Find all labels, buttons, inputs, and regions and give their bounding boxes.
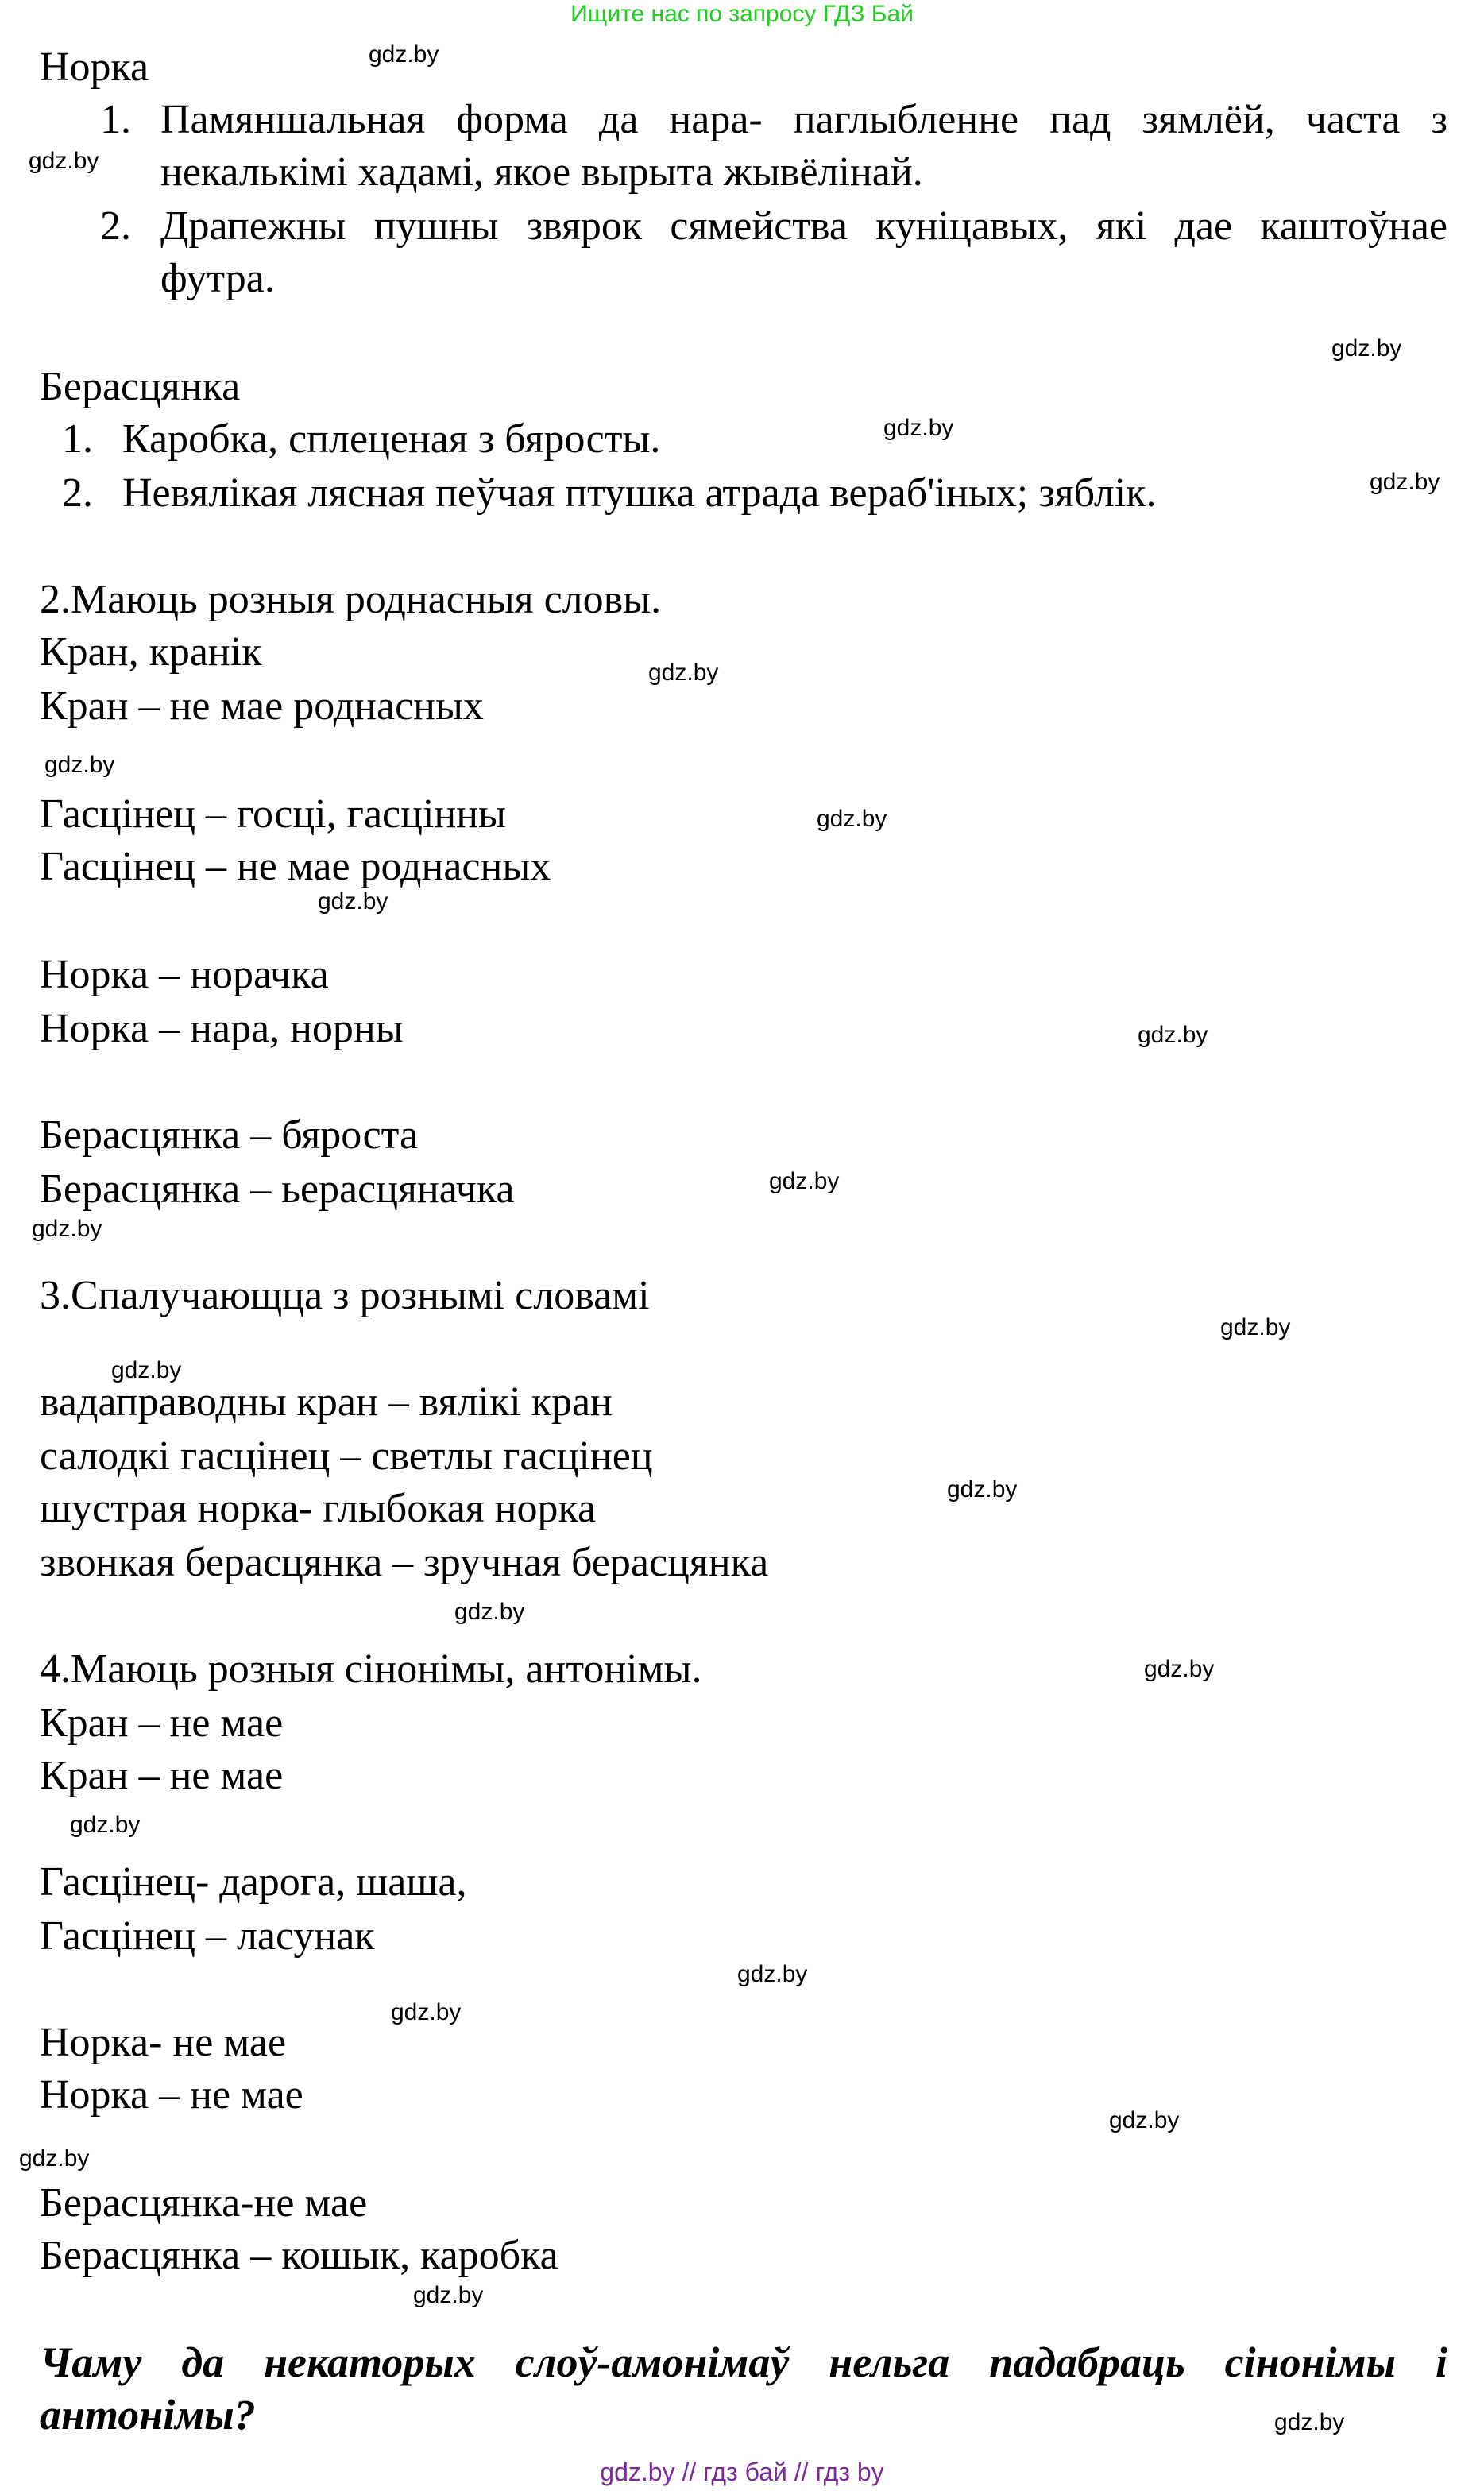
- section3-line: салодкі гасцінец – светлы гасцінец: [40, 1433, 653, 1479]
- section4-heading: 4.Маюць розныя сінонімы, антонімы.: [40, 1646, 702, 1692]
- berasianka-definition-2: [62, 467, 1447, 520]
- norka-title: Норка: [40, 44, 149, 90]
- section4-line: Норка – не мае: [40, 2072, 303, 2118]
- watermark: gdz.by: [737, 1961, 808, 1987]
- section2-line: Кран, кранік: [40, 629, 262, 675]
- watermark: gdz.by: [1220, 1314, 1291, 1340]
- watermark: gdz.by: [1274, 2409, 1345, 2435]
- section4-line: Гасцінец- дарога, шаша,: [40, 1859, 467, 1905]
- watermark: gdz.by: [369, 41, 439, 68]
- section2-line: Берасцянка – ьерасцяначка: [40, 1166, 515, 1212]
- watermark: gdz.by: [454, 1599, 525, 1625]
- list-number: 1.: [62, 416, 93, 462]
- watermark: gdz.by: [1138, 1022, 1208, 1048]
- list-number: 1.: [100, 97, 131, 142]
- list-text: Памяншальная форма да нара- паглыбленне пад зямлёй, часта з некалькімі хадамі, якое вырыта жывёлінай.: [160, 97, 1447, 195]
- section2-line: Гасцінец – госці, гасцінны: [40, 791, 506, 837]
- watermark: gdz.by: [769, 1168, 840, 1194]
- berasianka-title: Берасцянка: [40, 364, 241, 409]
- watermark: gdz.by: [1109, 2107, 1180, 2133]
- watermark: gdz.by: [1331, 335, 1402, 362]
- section3-line: шустрая норка- глыбокая норка: [40, 1486, 597, 1531]
- watermark: gdz.by: [391, 1999, 462, 2025]
- watermark: gdz.by: [648, 659, 719, 686]
- section2-heading: 2.Маюць розныя роднасныя словы.: [40, 577, 662, 622]
- watermark: gdz.by: [318, 888, 388, 915]
- watermark: gdz.by: [19, 2145, 90, 2172]
- norka-definition-2: [100, 200, 1447, 305]
- section2-line: Норка – нара, норны: [40, 1006, 404, 1051]
- list-text: Невялікая лясная пеўчая птушка атрада вераб'іных; зяблік.: [122, 470, 1157, 516]
- watermark: gdz.by: [32, 1216, 102, 1242]
- section2-line: Кран – не мае роднасных: [40, 683, 484, 729]
- section4-line: Норка- не мае: [40, 2020, 287, 2065]
- watermark: gdz.by: [947, 1476, 1018, 1503]
- footer-links[interactable]: gdz.by // гдз бай // гдз by: [600, 2458, 884, 2486]
- section2-line: Норка – норачка: [40, 952, 329, 997]
- watermark: gdz.by: [883, 415, 954, 441]
- watermark: gdz.by: [70, 1812, 141, 1838]
- section4-line: Кран – не мае: [40, 1700, 284, 1746]
- watermark: gdz.by: [1144, 1656, 1215, 1682]
- watermark: gdz.by: [44, 752, 115, 778]
- list-text: Каробка, сплеценая з бяросты.: [122, 416, 661, 462]
- section4-line: Гасцінец – ласунак: [40, 1913, 375, 1959]
- watermark: gdz.by: [111, 1357, 182, 1383]
- watermark: gdz.by: [413, 2282, 484, 2308]
- watermark: gdz.by: [1370, 469, 1440, 495]
- berasianka-definition-1: [62, 413, 1447, 466]
- search-banner[interactable]: Ищите нас по запросу ГДЗ Бай: [570, 1, 914, 27]
- section3-heading: 3.Спалучающца з рознымі словамі: [40, 1273, 650, 1318]
- watermark: gdz.by: [29, 148, 99, 174]
- watermark: gdz.by: [817, 806, 887, 832]
- section2-line: Берасцянка – бяроста: [40, 1112, 419, 1158]
- section4-line: Берасцянка-не мае: [40, 2180, 368, 2226]
- norka-definition-1: [100, 94, 1447, 199]
- list-number: 2.: [62, 470, 93, 516]
- list-number: 2.: [100, 203, 131, 249]
- list-text: Драпежны пушны звярок сямейства куніцавых, які дае каштоўнае футра.: [160, 203, 1447, 301]
- section3-line: звонкая берасцянка – зручная берасцянка: [40, 1540, 769, 1585]
- question-text: Чаму да некаторых слоў-амонімаў нельга падабраць сінонімы і антонімы?: [40, 2338, 1447, 2439]
- section2-line: Гасцінец – не мае роднасных: [40, 844, 551, 889]
- section4-line: Берасцянка – кошык, каробка: [40, 2233, 558, 2278]
- section4-line: Кран – не мае: [40, 1753, 284, 1798]
- section3-line: вадаправодны кран – вялікі кран: [40, 1379, 613, 1425]
